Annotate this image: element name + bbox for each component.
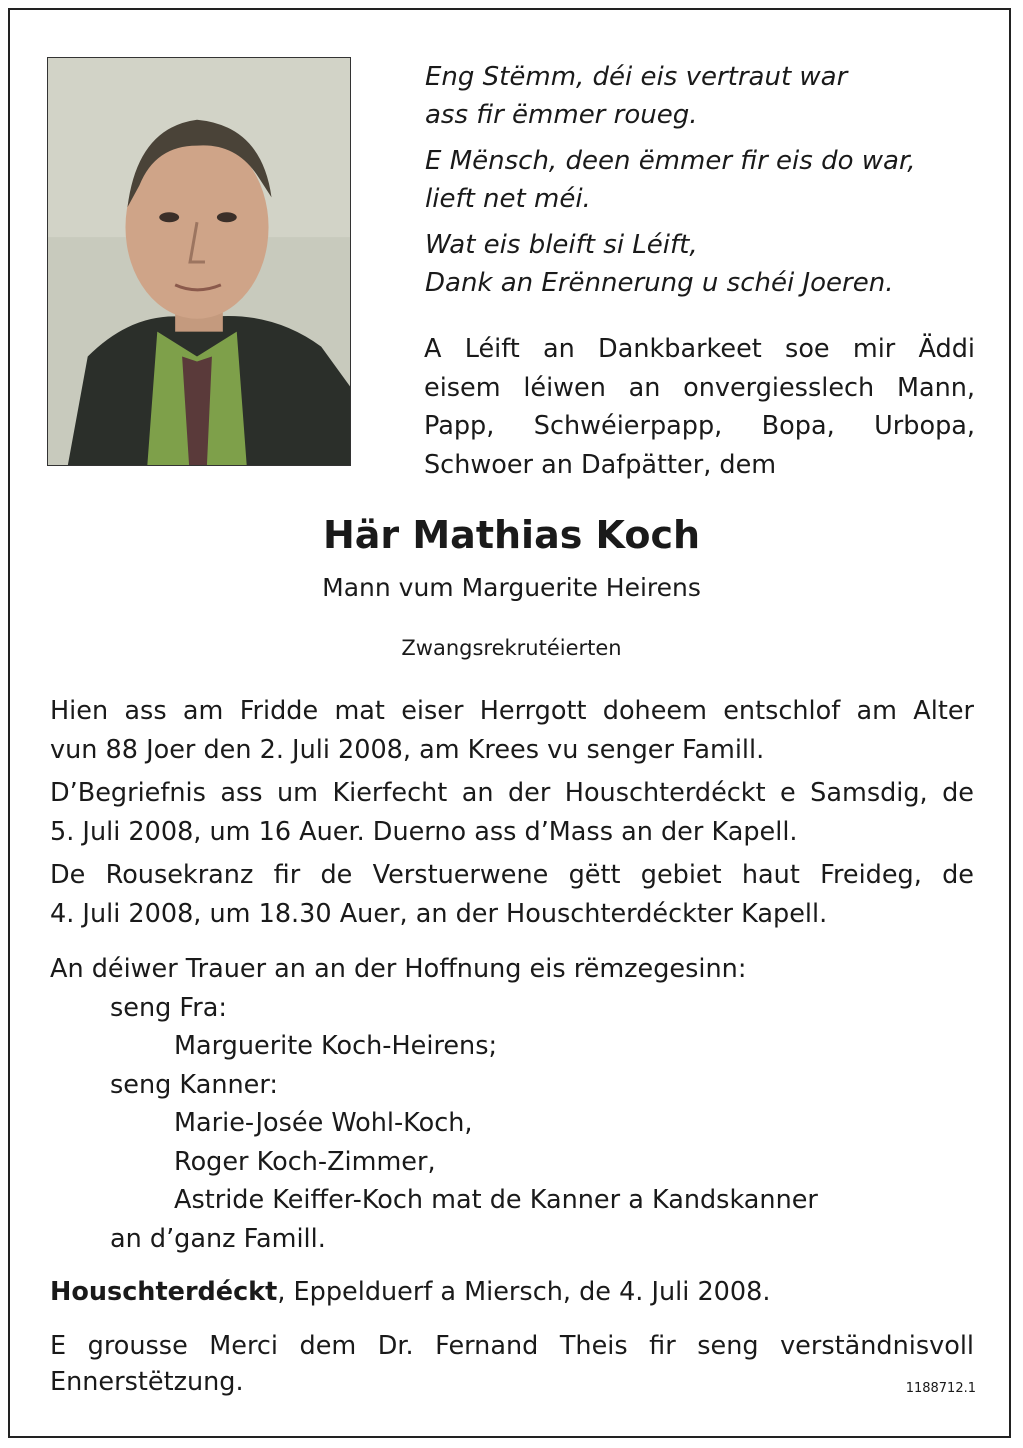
paragraph [50,856,974,933]
place-town: Houschterdéckt [50,1277,278,1307]
paragraph [50,774,974,851]
intro-line: Papp, Schwéierpapp, Bopa, Urbopa, [424,411,975,441]
intro-line: Schwoer an Dafpätter, dem [424,449,777,480]
child-name: Roger Koch-Zimmer, [174,1146,436,1177]
paragraph-line: vun 88 Joer den 2. Juli 2008, am Krees vu senger Famill. [50,734,765,765]
mourners-list [50,950,974,1258]
paragraph [50,692,974,769]
poem-stanza [425,142,985,218]
poem-line: Wat eis bleift si Léift, [425,230,698,260]
reference-number: 1188712.1 [905,1381,976,1396]
announcement-body [50,692,974,938]
deceased-subtitle: Zwangsrekrutéierten [401,636,622,660]
paragraph-line: Hien ass am Fridde mat eiser Herrgott doheem entschlof am Alter [50,696,974,726]
paragraph-line: De Rousekranz fir de Verstuerwene gëtt gebiet haut Freideg, de [50,860,974,890]
thanks-line: E grousse Merci dem Dr. Fernand Theis fir seng verständnisvoll [50,1331,974,1361]
children-label: seng Kanner: [110,1069,278,1100]
poem-line: ass fir ëmmer roueg. [425,100,698,130]
thanks-line: Ennerstëtzung. [50,1367,244,1397]
paragraph-line: 5. Juli 2008, um 16 Auer. Duerno ass d’Mass an der Kapell. [50,816,798,847]
poem-stanza [425,58,985,134]
poem-stanza [425,226,985,302]
poem [425,58,985,310]
place-date-line [50,1273,974,1312]
portrait-photo [47,57,351,466]
poem-line: Eng Stëmm, déi eis vertraut war [425,62,848,92]
mourners-intro: An déiwer Trauer an an der Hoffnung eis rëmzegesinn: [50,954,747,984]
family-line: an d’ganz Famill. [110,1223,326,1254]
paragraph-line: 4. Juli 2008, um 18.30 Auer, an der Houschterdéckter Kapell. [50,898,828,929]
paragraph-line: D’Begriefnis ass um Kierfecht an der Houschterdéckt e Samsdig, de [50,778,974,808]
poem-line: Dank an Erënnerung u schéi Joeren. [425,268,894,298]
wife-label: seng Fra: [110,992,227,1023]
child-name: Marie-Josée Wohl-Koch, [174,1108,473,1138]
thanks-note [50,1328,974,1400]
deceased-name: Här Mathias Koch [322,513,701,557]
deceased-spouse: Mann vum Marguerite Heirens [322,573,701,602]
poem-line: lieft net méi. [425,184,591,214]
poem-line: E Mënsch, deen ëmmer fir eis do war, [425,146,916,176]
child-name: Astride Keiffer-Koch mat de Kanner a Kandskanner [174,1185,818,1215]
farewell-intro [424,330,975,484]
intro-line: eisem léiwen an onvergiesslech Mann, [424,372,975,403]
wife-name: Marguerite Koch-Heirens; [174,1031,498,1061]
place-rest: , Eppelduerf a Miersch, de 4. Juli 2008. [277,1277,771,1307]
intro-line: A Léift an Dankbarkeet soe mir Äddi [424,334,975,364]
